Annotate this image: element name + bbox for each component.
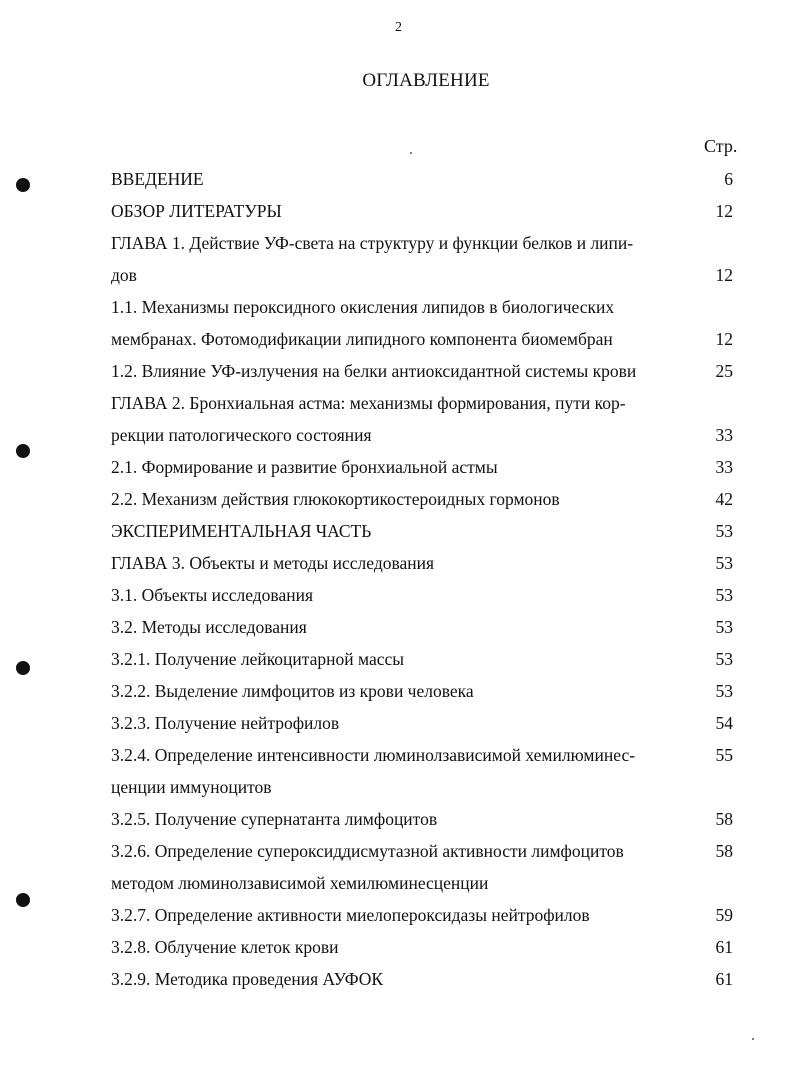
toc-entry-page: 59	[715, 905, 733, 925]
toc-entry-text: 3.2.6. Определение супероксиддисмутазной активности лимфоцитов	[111, 841, 624, 861]
toc-entry	[111, 259, 741, 291]
toc-entry-page: 33	[715, 425, 733, 445]
toc-entry-page: 33	[715, 457, 733, 477]
toc-entry-text: 1.2. Влияние УФ-излучения на белки антиоксидантной системы крови	[111, 361, 637, 381]
toc-entry	[111, 611, 741, 643]
toc-entry	[111, 835, 741, 867]
toc-entry-text: 3.2.7. Определение активности миелопероксидазы нейтрофилов	[111, 905, 590, 925]
toc-entry	[111, 419, 741, 451]
toc-entry-text: 1.1. Механизмы пероксидного окисления липидов в биологических	[111, 297, 615, 317]
toc-entry-page: 12	[715, 201, 733, 221]
toc-entry-text: 3.2. Методы исследования	[111, 617, 307, 637]
toc-entry-page: 42	[715, 489, 733, 509]
page-number: 2	[395, 20, 402, 35]
toc-entry-text: мембранах. Фотомодификации липидного компонента биомембран	[111, 329, 613, 349]
toc-entry	[111, 227, 741, 259]
scan-speck	[752, 1038, 754, 1040]
toc-entry	[111, 355, 741, 387]
toc-entry-text: 3.2.4. Определение интенсивности люминолзависимой хемилюминес-	[111, 745, 636, 765]
toc-entry-text: ОБЗОР ЛИТЕРАТУРЫ	[111, 201, 282, 221]
toc-entry	[111, 323, 741, 355]
punch-hole-mark	[16, 893, 30, 907]
page-column-header: Стр.	[704, 136, 738, 156]
punch-hole-mark	[16, 178, 30, 192]
toc-entry	[111, 739, 741, 771]
toc-entry-text: ГЛАВА 1. Действие УФ-света на структуру и функции белков и липи-	[111, 233, 634, 253]
toc-entry	[111, 803, 741, 835]
toc-entry-text: ценции иммуноцитов	[111, 777, 272, 797]
toc-entry-text: методом люминолзависимой хемилюминесценции	[111, 873, 489, 893]
toc-entry	[111, 707, 741, 739]
toc-entry-text: ГЛАВА 2. Бронхиальная астма: механизмы формирования, пути кор-	[111, 393, 626, 413]
toc-entry	[111, 163, 741, 195]
document-title: ОГЛАВЛЕНИЕ	[362, 70, 490, 91]
toc-entry-text: 3.2.8. Облучение клеток крови	[111, 937, 339, 957]
toc-entry-page: 61	[715, 969, 733, 989]
toc-entry-text: рекции патологического состояния	[111, 425, 372, 445]
toc-entry-page: 54	[715, 713, 733, 733]
toc-entry-page: 53	[715, 585, 733, 605]
toc-entry-text: 3.2.9. Методика проведения АУФОК	[111, 969, 384, 989]
toc-entry	[111, 643, 741, 675]
toc-entry-page: 53	[715, 617, 733, 637]
toc-entry	[111, 195, 741, 227]
toc-entry	[111, 291, 741, 323]
toc-entry-page: 53	[715, 521, 733, 541]
toc-entry-text: 2.1. Формирование и развитие бронхиальной астмы	[111, 457, 498, 477]
toc-entry	[111, 675, 741, 707]
table-of-contents	[111, 163, 741, 995]
toc-entry	[111, 387, 741, 419]
toc-entry-text: 3.2.1. Получение лейкоцитарной массы	[111, 649, 405, 669]
toc-entry-page: 58	[715, 841, 733, 861]
toc-entry	[111, 547, 741, 579]
toc-entry-text: ВВЕДЕНИЕ	[111, 169, 204, 189]
punch-hole-mark	[16, 661, 30, 675]
toc-entry	[111, 899, 741, 931]
toc-entry-text: 3.2.2. Выделение лимфоцитов из крови человека	[111, 681, 474, 701]
toc-entry	[111, 483, 741, 515]
toc-entry-text: ЭКСПЕРИМЕНТАЛЬНАЯ ЧАСТЬ	[111, 521, 372, 541]
scan-speck	[410, 152, 412, 154]
toc-entry-text: 2.2. Механизм действия глюкокортикостероидных гормонов	[111, 489, 560, 509]
toc-entry-text: 3.2.3. Получение нейтрофилов	[111, 713, 340, 733]
toc-entry	[111, 963, 741, 995]
toc-entry-page: 53	[715, 681, 733, 701]
toc-entry	[111, 931, 741, 963]
toc-entry	[111, 515, 741, 547]
toc-entry-page: 12	[715, 265, 733, 285]
toc-entry	[111, 451, 741, 483]
toc-entry-page: 53	[715, 553, 733, 573]
toc-entry	[111, 771, 741, 803]
toc-entry-text: 3.1. Объекты исследования	[111, 585, 314, 605]
toc-entry	[111, 579, 741, 611]
toc-entry-page: 61	[715, 937, 733, 957]
toc-entry-text: 3.2.5. Получение супернатанта лимфоцитов	[111, 809, 438, 829]
toc-entry-page: 25	[715, 361, 733, 381]
toc-entry-page: 12	[715, 329, 733, 349]
toc-entry-page: 6	[724, 169, 733, 189]
toc-entry-text: дов	[111, 265, 137, 285]
toc-entry-text: ГЛАВА 3. Объекты и методы исследования	[111, 553, 435, 573]
toc-entry	[111, 867, 741, 899]
toc-entry-page: 58	[715, 809, 733, 829]
punch-hole-mark	[16, 444, 30, 458]
toc-entry-page: 53	[715, 649, 733, 669]
toc-entry-page: 55	[715, 745, 733, 765]
